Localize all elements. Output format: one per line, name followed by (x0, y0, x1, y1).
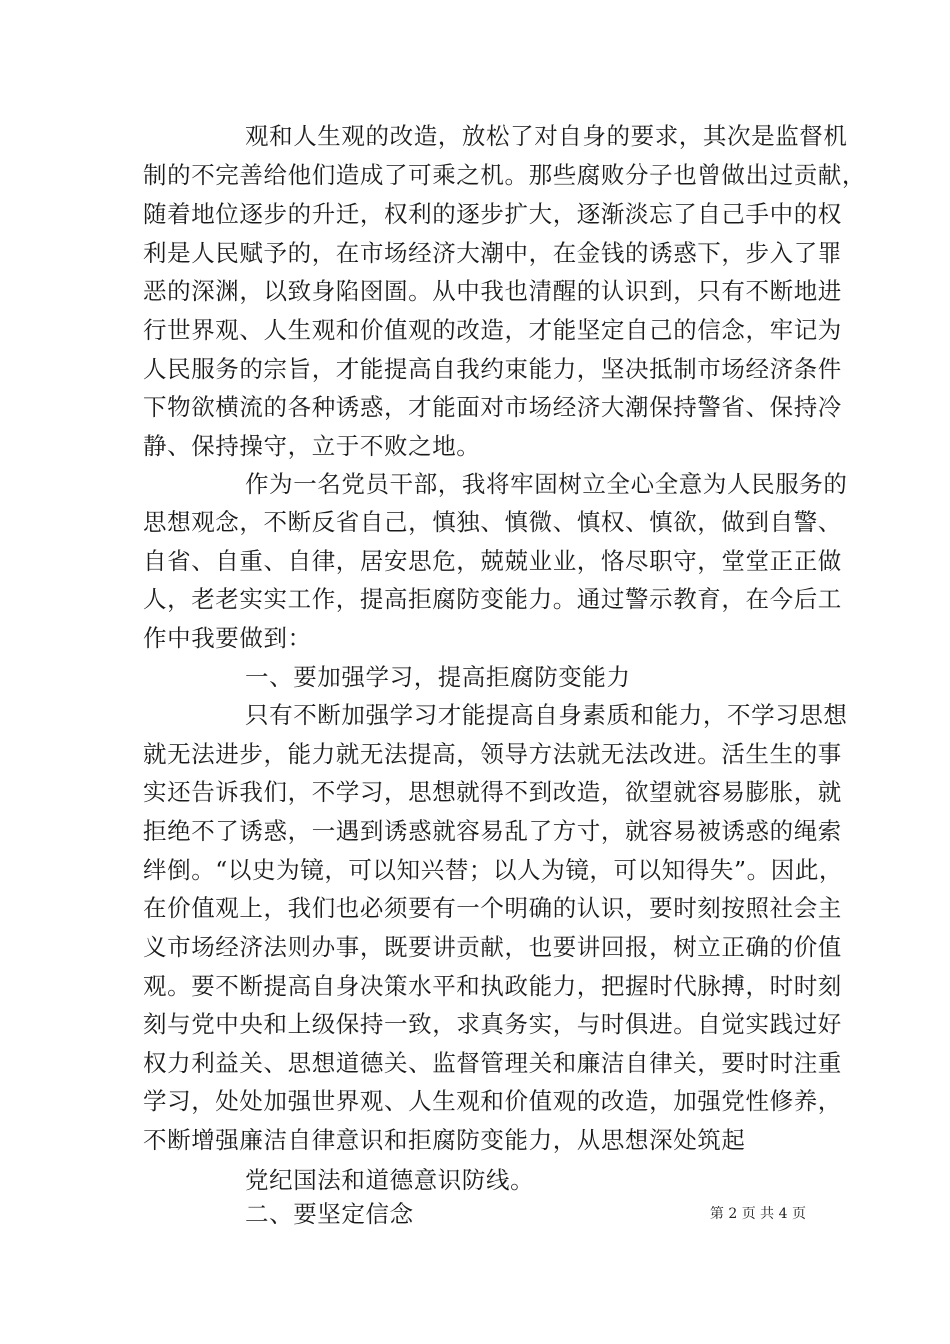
text-line: 权力利益关、思想道德关、监督管理关和廉洁自律关，要时时注重 (143, 1049, 842, 1077)
text-line: 绊倒。“以史为镜，可以知兴替；以人为镜，可以知得失”。因此， (143, 856, 844, 884)
text-line: 观和人生观的改造，放松了对自身的要求，其次是监督机 (245, 122, 848, 150)
text-line: 下物欲横流的各种诱惑，才能面对市场经济大潮保持警省、保持冷 (143, 393, 842, 421)
text-line: 只有不断加强学习才能提高自身素质和能力，不学习思想 (245, 701, 848, 729)
text-line: 作为一名党员干部，我将牢固树立全心全意为人民服务的 (245, 470, 848, 498)
text-line: 人民服务的宗旨，才能提高自我约束能力，坚决抵制市场经济条件 (143, 355, 842, 383)
section-heading: 二、要坚定信念 (245, 1200, 414, 1228)
text-line: 作中我要做到： (143, 624, 312, 652)
text-line: 实还告诉我们，不学习，思想就得不到改造，欲望就容易膨胀，就 (143, 778, 842, 806)
text-line: 在价值观上，我们也必须要有一个明确的认识，要时刻按照社会主 (143, 894, 842, 922)
text-line: 就无法进步，能力就无法提高，领导方法就无法改进。活生生的事 (143, 740, 842, 768)
text-line: 行世界观、人生观和价值观的改造，才能坚定自己的信念，牢记为 (143, 316, 842, 344)
text-line: 人，老老实实工作，提高拒腐防变能力。通过警示教育，在今后工 (143, 585, 842, 613)
text-line: 党纪国法和道德意识防线。 (245, 1166, 535, 1194)
text-line: 刻与党中央和上级保持一致，求真务实，与时俱进。自觉实践过好 (143, 1010, 842, 1038)
text-line: 思想观念，不断反省自己，慎独、慎微、慎权、慎欲，做到自警、 (143, 508, 842, 536)
text-line: 学习，处处加强世界观、人生观和价值观的改造，加强党性修养， (143, 1087, 842, 1115)
section-heading: 一、要加强学习，提高拒腐防变能力 (245, 663, 631, 691)
text-line: 不断增强廉洁自律意识和拒腐防变能力，从思想深处筑起 (143, 1126, 746, 1154)
text-line: 利是人民赋予的，在市场经济大潮中，在金钱的诱惑下，步入了罪 (143, 239, 842, 267)
text-line: 制的不完善给他们造成了可乘之机。那些腐败分子也曾做出过贡献， (143, 161, 866, 189)
text-line: 静、保持操守，立于不败之地。 (143, 432, 481, 460)
page-number: 第 2 页 共 4 页 (709, 1206, 806, 1222)
text-line: 义市场经济法则办事，既要讲贡献，也要讲回报，树立正确的价值 (143, 933, 842, 961)
text-line: 随着地位逐步的升迁，权利的逐步扩大，逐渐淡忘了自己手中的权 (143, 200, 842, 228)
text-line: 恶的深渊，以致身陷囹圄。从中我也清醒的认识到，只有不断地进 (143, 277, 842, 305)
text-line: 观。要不断提高自身决策水平和执政能力，把握时代脉搏，时时刻 (143, 972, 842, 1000)
text-line: 拒绝不了诱惑，一遇到诱惑就容易乱了方寸，就容易被诱惑的绳索 (143, 817, 842, 845)
text-line: 自省、自重、自律，居安思危，兢兢业业，恪尽职守，堂堂正正做 (143, 547, 842, 575)
